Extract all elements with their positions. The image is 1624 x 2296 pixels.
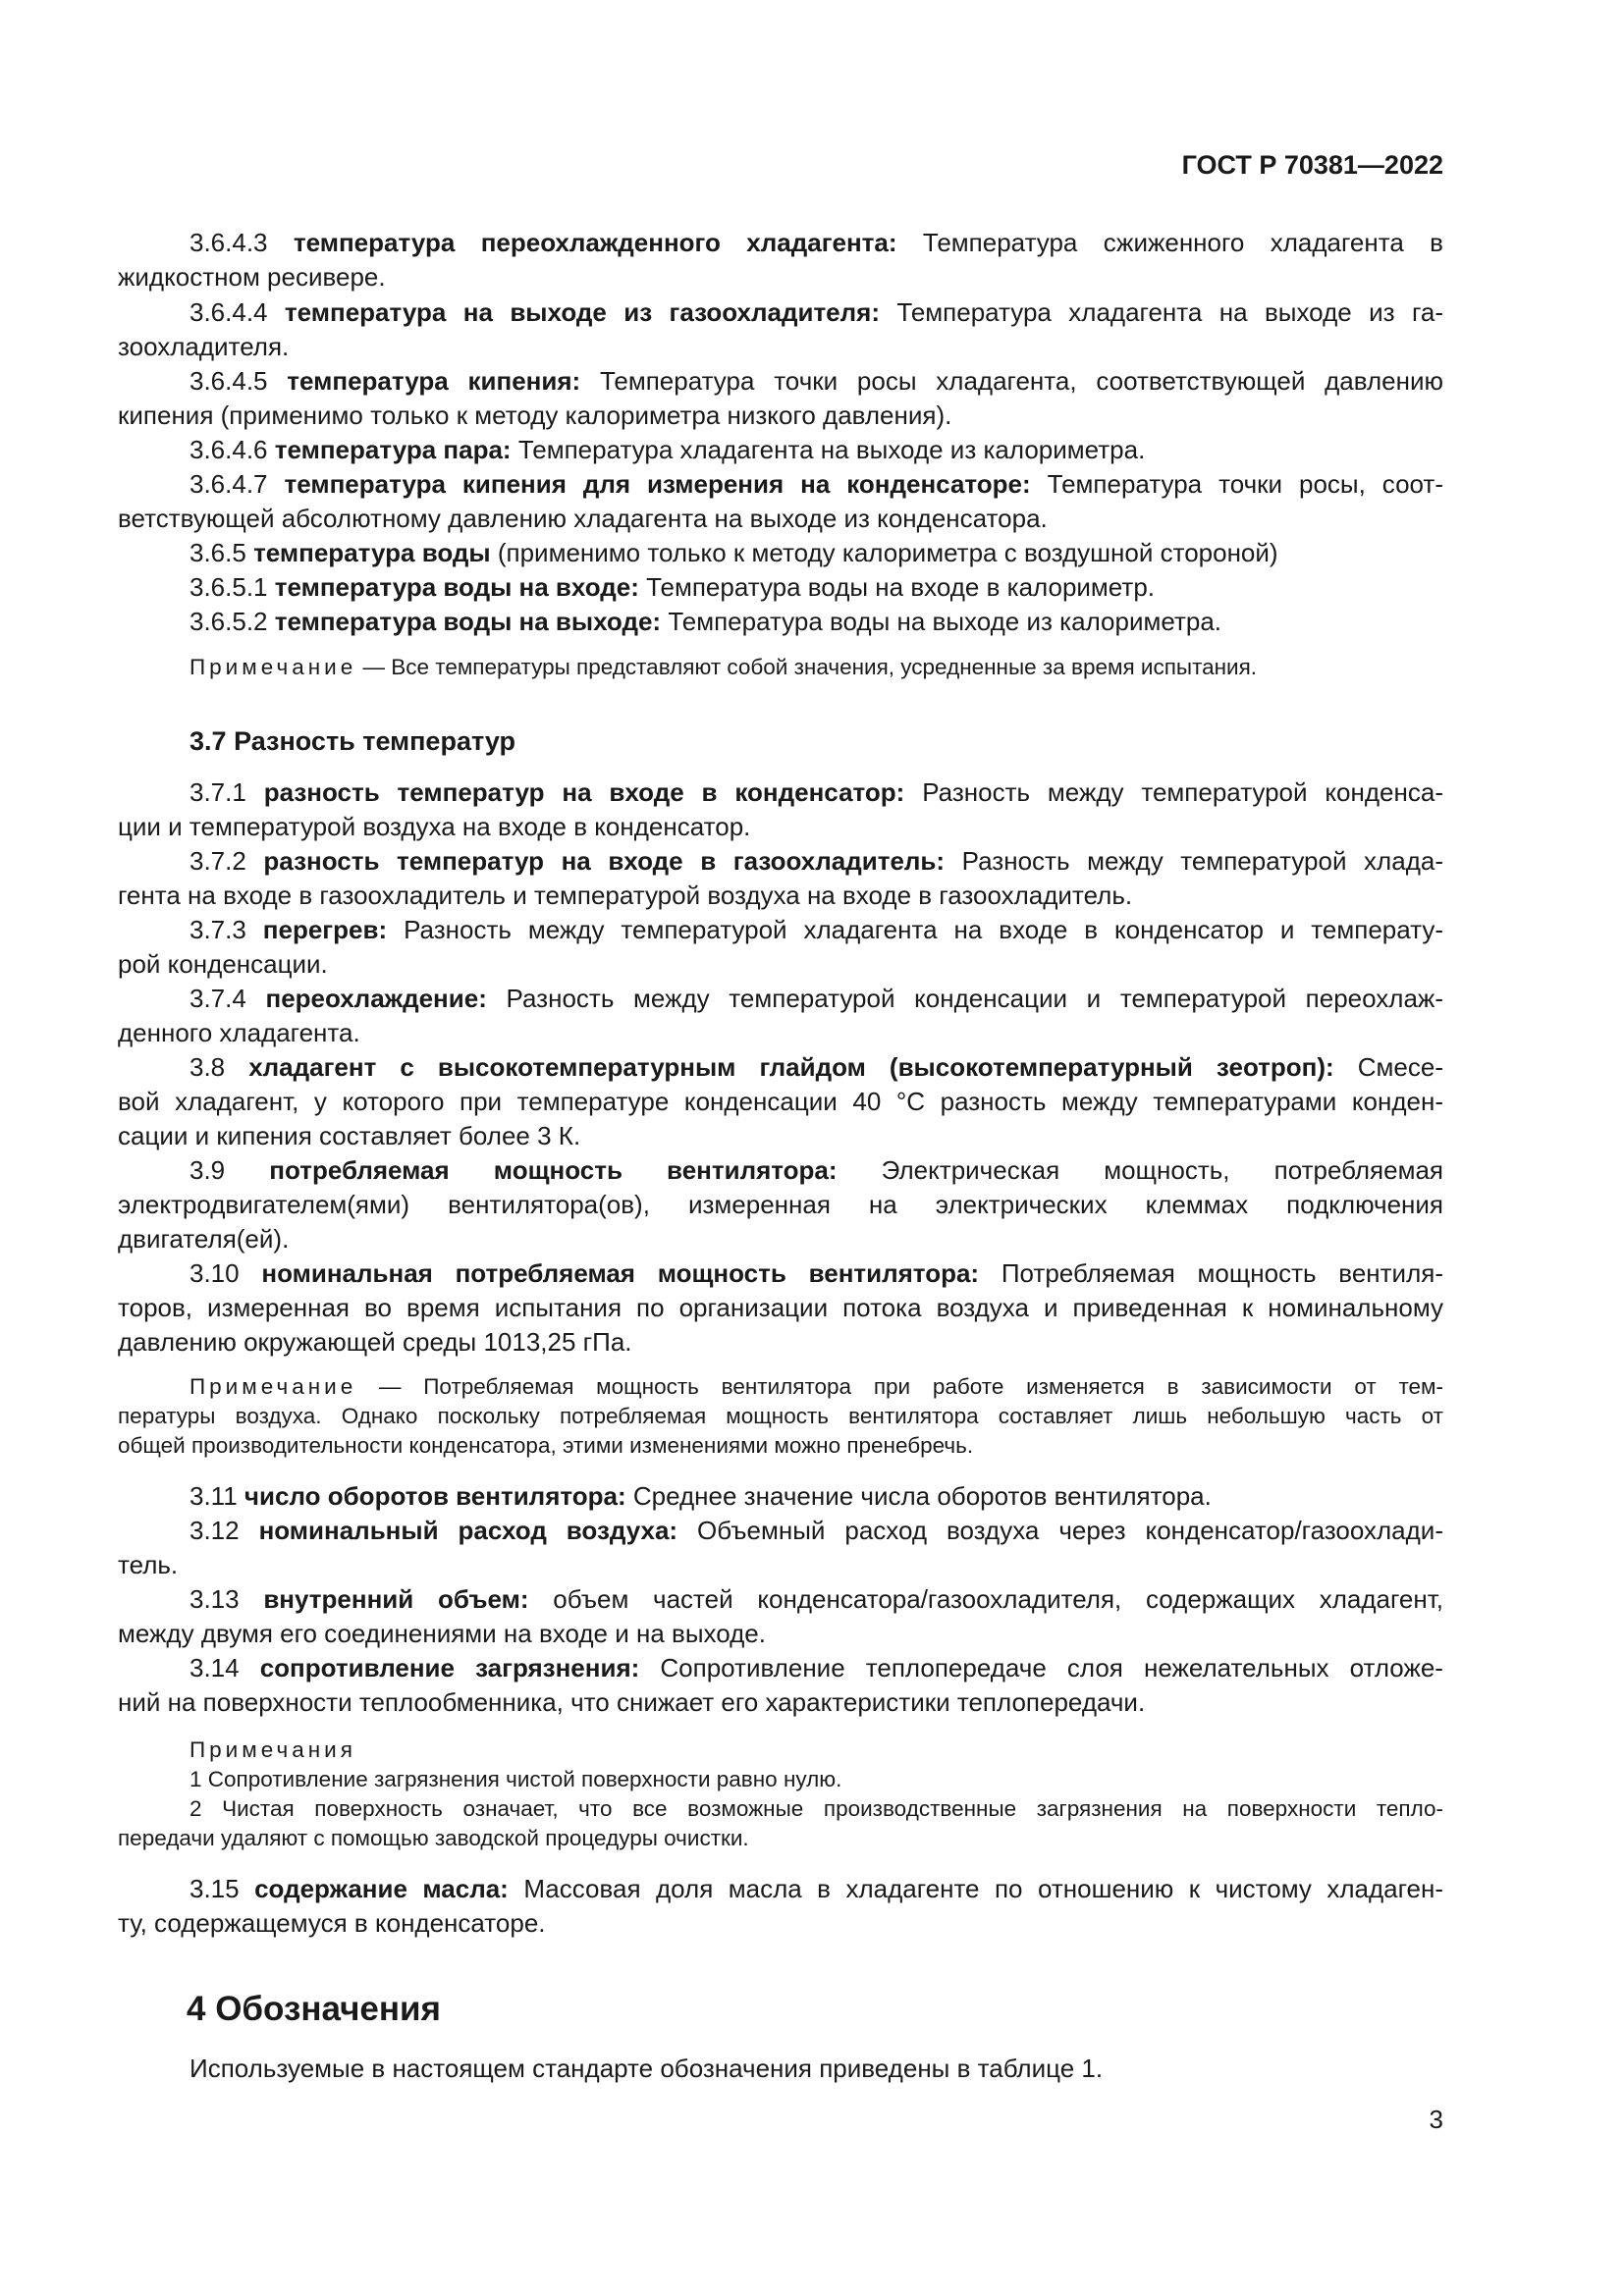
paragraph-3-14-line-1: 3.14 сопротивление загрязнения: Сопротивление теплопередаче слоя нежелательных отложе- bbox=[189, 1653, 1443, 1682]
note-item-1: 1 Сопротивление загрязнения чистой поверхности равно нулю. bbox=[189, 1767, 842, 1791]
paragraph-3-6-5: 3.6.5 температура воды (применимо только к методу калориметра с воздушной стороной) bbox=[189, 538, 1278, 567]
paragraph-3-14-line-2: ний на поверхности теплообменника, что снижает его характеристики теплопередачи. bbox=[118, 1687, 1146, 1717]
paragraph-3-7-3-line-2: рой конденсации. bbox=[118, 949, 328, 979]
paragraph-3-6-4-3-line-2: жидкостном ресивере. bbox=[118, 262, 386, 292]
paragraph-3-15-line-1: 3.15 содержание масла: Массовая доля масла в хладагенте по отношению к чистому хладаген- bbox=[189, 1874, 1443, 1903]
paragraph-3-6-4-7-line-2: ветствующей абсолютному давлению хладагента на выходе из конденсатора. bbox=[118, 504, 1048, 533]
paragraph-3-11: 3.11 число оборотов вентилятора: Среднее значение числа оборотов вентилятора. bbox=[189, 1481, 1212, 1511]
section-3-7-heading: 3.7 Разность температур bbox=[189, 726, 516, 756]
paragraph-3-7-2-line-2: гента на входе в газоохладитель и температурой воздуха на входе в газоохладитель. bbox=[118, 881, 1133, 910]
notes-label: Примечания bbox=[189, 1737, 356, 1762]
paragraph-3-10-line-1: 3.10 номинальная потребляемая мощность вентилятора: Потребляемая мощность вентиля- bbox=[189, 1258, 1443, 1288]
paragraph-3-8-line-3: сации и кипения составляет более 3 К. bbox=[118, 1121, 581, 1150]
paragraph-3-6-4-4-line-1: 3.6.4.4 температура на выходе из газоохладителя: Температура хладагента на выходе из га- bbox=[189, 297, 1443, 327]
note-fan-power-line-3: общей производительности конденсатора, этими изменениями можно пренебречь. bbox=[118, 1433, 974, 1458]
paragraph-3-9-line-2: электродвигателем(ями) вентилятора(ов), измеренная на электрических клеммах подключения bbox=[118, 1190, 1443, 1219]
section-4-text: Используемые в настоящем стандарте обозначения приведены в таблице 1. bbox=[189, 2054, 1104, 2083]
note-item-2-line-2: передачи удаляют с помощью заводской процедуры очистки. bbox=[118, 1826, 749, 1850]
note-fan-power-line-2: пературы воздуха. Однако поскольку потребляемая мощность вентилятора составляет лишь небольшую часть от bbox=[118, 1404, 1443, 1428]
page-number: 3 bbox=[1429, 2105, 1443, 2134]
paragraph-3-6-4-7-line-1: 3.6.4.7 температура кипения для измерения на конденсаторе: Температура точки росы, соот- bbox=[189, 469, 1443, 499]
paragraph-3-10-line-2: торов, измеренная во время испытания по организации потока воздуха и приведенная к номинальному bbox=[118, 1293, 1443, 1322]
paragraph-3-13-line-2: между двумя его соединениями на входе и на выходе. bbox=[118, 1619, 766, 1648]
paragraph-3-8-line-1: 3.8 хладагент с высокотемпературным глайдом (высокотемпературный зеотроп): Смесе- bbox=[189, 1052, 1443, 1082]
paragraph-3-7-2-line-1: 3.7.2 разность температур на входе в газоохладитель: Разность между температурой хлада- bbox=[189, 846, 1443, 876]
paragraph-3-8-line-2: вой хладагент, у которого при температуре конденсации 40 °С разность между температурами конден- bbox=[118, 1087, 1443, 1116]
paragraph-3-9-line-3: двигателя(ей). bbox=[118, 1224, 290, 1254]
paragraph-3-7-1-line-2: ции и температурой воздуха на входе в конденсатор. bbox=[118, 812, 751, 841]
paragraph-3-6-5-2: 3.6.5.2 температура воды на выходе: Температура воды на выходе из калориметра. bbox=[189, 607, 1221, 636]
paragraph-3-6-4-5-line-1: 3.6.4.5 температура кипения: Температура точки росы хладагента, соответствующей давлению bbox=[189, 366, 1443, 396]
paragraph-3-6-5-1: 3.6.5.1 температура воды на входе: Температура воды на входе в калориметр. bbox=[189, 572, 1155, 602]
note-temperatures: Примечание — Все температуры представляют собой значения, усредненные за время испытания. bbox=[189, 655, 1258, 679]
section-4-heading: 4 Обозначения bbox=[187, 1990, 441, 2028]
paragraph-3-6-4-6: 3.6.4.6 температура пара: Температура хладагента на выходе из калориметра. bbox=[189, 435, 1146, 464]
paragraph-3-12-line-2: тель. bbox=[118, 1550, 179, 1579]
paragraph-3-7-1-line-1: 3.7.1 разность температур на входе в конденсатор: Разность между температурой конденса- bbox=[189, 777, 1443, 807]
document-code: ГОСТ Р 70381—2022 bbox=[1181, 150, 1443, 180]
paragraph-3-12-line-1: 3.12 номинальный расход воздуха: Объемный расход воздуха через конденсатор/газоохлади- bbox=[189, 1516, 1443, 1545]
paragraph-3-6-4-3-line-1: 3.6.4.3 температура переохлажденного хладагента: Температура сжиженного хладагента в bbox=[189, 228, 1443, 257]
paragraph-3-6-4-4-line-2: зоохладителя. bbox=[118, 332, 290, 361]
note-item-2-line-1: 2 Чистая поверхность означает, что все возможные производственные загрязнения на поверхности тепло- bbox=[189, 1796, 1443, 1821]
paragraph-3-7-4-line-1: 3.7.4 переохлаждение: Разность между температурой конденсации и температурой переохлаж- bbox=[189, 984, 1443, 1013]
paragraph-3-7-3-line-1: 3.7.3 перегрев: Разность между температурой хладагента на входе в конденсатор и температу- bbox=[189, 915, 1444, 944]
paragraph-3-10-line-3: давлению окружающей среды 1013,25 гПа. bbox=[118, 1327, 632, 1357]
note-fan-power-line-1: Примечание — Потребляемая мощность вентилятора при работе изменяется в зависимости от тем- bbox=[189, 1374, 1443, 1399]
paragraph-3-7-4-line-2: денного хладагента. bbox=[118, 1018, 360, 1047]
paragraph-3-15-line-2: ту, содержащемуся в конденсаторе. bbox=[118, 1908, 546, 1938]
paragraph-3-9-line-1: 3.9 потребляемая мощность вентилятора: Электрическая мощность, потребляемая bbox=[189, 1155, 1443, 1185]
paragraph-3-13-line-1: 3.13 внутренний объем: объем частей конденсатора/газоохладителя, содержащих хладагент, bbox=[189, 1584, 1443, 1614]
paragraph-3-6-4-5-line-2: кипения (применимо только к методу калориметра низкого давления). bbox=[118, 400, 952, 430]
